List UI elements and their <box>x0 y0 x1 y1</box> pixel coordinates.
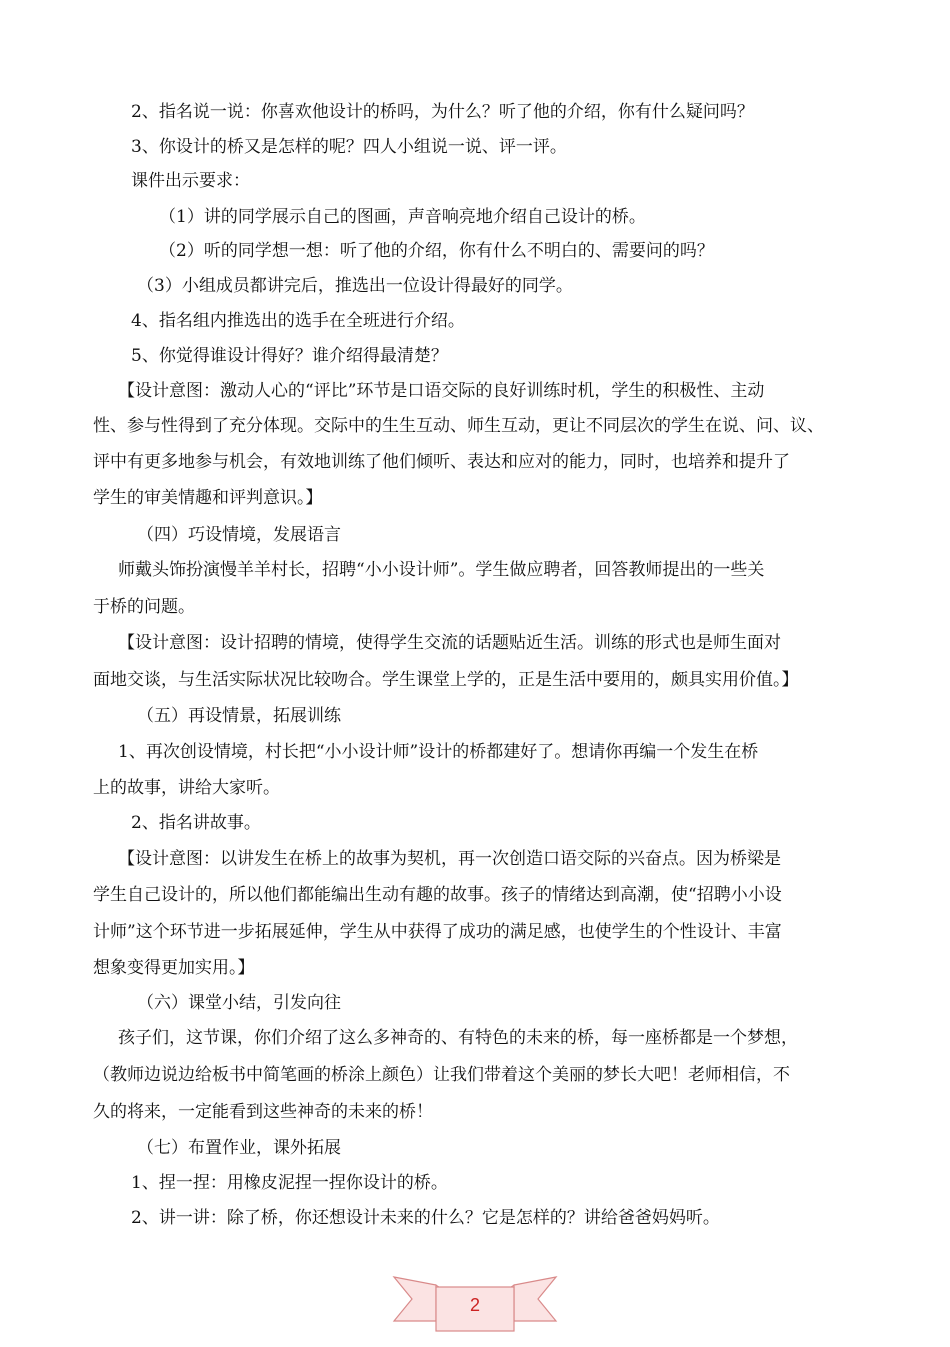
text-line: （2）听的同学想一想：听了他的介绍，你有什么不明白的、需要问的吗？ <box>159 241 714 261</box>
text-line: 【设计意图：设计招聘的情境，使得学生交流的话题贴近生活。训练的形式也是师生面对 <box>118 633 781 653</box>
text-line: （1）讲的同学展示自己的图画，声音响亮地介绍自己设计的桥。 <box>159 207 646 227</box>
section-heading: （五）再设情景，拓展训练 <box>137 706 341 726</box>
text-line: 1、再次创设情境，村长把“小小设计师”设计的桥都建好了。想请你再编一个发生在桥 <box>118 742 759 762</box>
text-line: 【设计意图：激动人心的“评比”环节是口语交际的良好训练时机，学生的积极性、主动 <box>118 381 765 401</box>
text-line: 于桥的问题。 <box>93 597 195 617</box>
page-number-ribbon <box>390 1263 560 1343</box>
text-line: 性、参与性得到了充分体现。交际中的生生互动、师生互动，更让不同层次的学生在说、问、议、 <box>93 416 824 436</box>
text-line: 学生自己设计的，所以他们都能编出生动有趣的故事。孩子的情绪达到高潮，使“招聘小小设 <box>93 885 782 905</box>
text-line: 1、捏一捏：用橡皮泥捏一捏你设计的桥。 <box>131 1173 448 1193</box>
text-line: 学生的审美情趣和评判意识。】 <box>93 488 323 508</box>
text-line: 2、讲一讲：除了桥，你还想设计未来的什么？它是怎样的？讲给爸爸妈妈听。 <box>131 1208 720 1228</box>
text-line: 孩子们，这节课，你们介绍了这么多神奇的、有特色的未来的桥，每一座桥都是一个梦想， <box>118 1028 798 1048</box>
text-line: 想象变得更加实用。】 <box>93 958 255 978</box>
text-line: 5、你觉得谁设计得好？谁介绍得最清楚？ <box>131 346 448 366</box>
text-line: 面地交谈，与生活实际状况比较吻合。学生课堂上学的，正是生活中要用的，颇具实用价值。】 <box>93 670 799 690</box>
text-line: （教师边说边给板书中简笔画的桥涂上颜色）让我们带着这个美丽的梦长大吧！老师相信，不 <box>93 1065 790 1085</box>
text-line: 计师”这个环节进一步拓展延伸，学生从中获得了成功的满足感，也使学生的个性设计、丰富 <box>93 922 782 942</box>
text-line: 【设计意图：以讲发生在桥上的故事为契机，再一次创造口语交际的兴奋点。因为桥梁是 <box>118 849 781 869</box>
text-line: 师戴头饰扮演慢羊羊村长，招聘“小小设计师”。学生做应聘者，回答教师提出的一些关 <box>118 560 765 580</box>
section-heading: （四）巧设情境，发展语言 <box>137 525 341 545</box>
section-heading: （六）课堂小结，引发向往 <box>137 993 341 1013</box>
text-line: 2、指名讲故事。 <box>131 813 261 833</box>
text-line: 评中有更多地参与机会，有效地训练了他们倾听、表达和应对的能力，同时，也培养和提升了 <box>93 452 790 472</box>
text-line: （3）小组成员都讲完后，推选出一位设计得最好的同学。 <box>137 276 573 296</box>
text-line: 4、指名组内推选出的选手在全班进行介绍。 <box>131 311 465 331</box>
text-line: 久的将来，一定能看到这些神奇的未来的桥！ <box>93 1102 433 1122</box>
page-number: 2 <box>469 1295 480 1315</box>
text-line: 2、指名说一说：你喜欢他设计的桥吗，为什么？听了他的介绍，你有什么疑问吗？ <box>131 102 754 122</box>
text-line: 上的故事，讲给大家听。 <box>93 778 280 798</box>
section-heading: （七）布置作业，课外拓展 <box>137 1138 341 1158</box>
text-line: 课件出示要求： <box>131 171 250 191</box>
text-line: 3、你设计的桥又是怎样的呢？四人小组说一说、评一评。 <box>131 137 567 157</box>
